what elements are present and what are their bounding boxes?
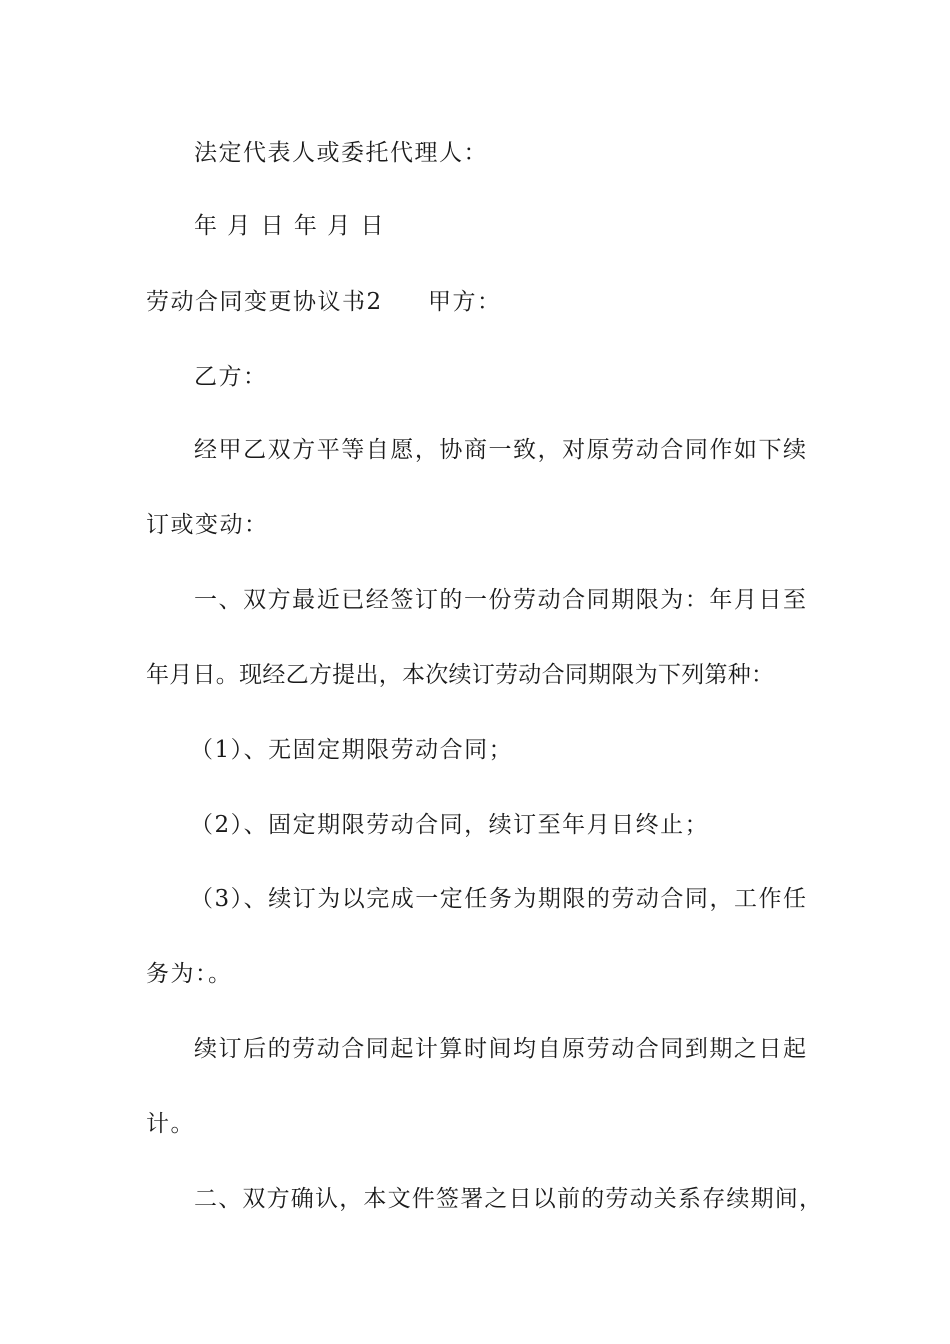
paragraph-line: 年月日。现经乙方提出，本次续订劳动合同期限为下列第种：: [146, 662, 774, 688]
paragraph-line: 二、双方确认，本文件签署之日以前的劳动关系存续期间，: [194, 1186, 822, 1212]
option-1: （1）、无固定期限劳动合同；: [190, 737, 514, 763]
paragraph-line: 务为：。: [146, 961, 233, 987]
paragraph-line: 订或变动：: [146, 512, 269, 538]
date-line: 年 月 日 年 月 日: [194, 213, 386, 239]
paragraph-line: 一、双方最近已经签订的一份劳动合同期限为：年月日至: [194, 587, 806, 613]
option-3: （3）、续订为以完成一定任务为期限的劳动合同，工作任: [190, 886, 806, 912]
party-b-label: 乙方：: [194, 364, 268, 390]
paragraph-line: 续订后的劳动合同起计算时间均自原劳动合同到期之日起: [194, 1036, 806, 1062]
option-2: （2）、固定期限劳动合同，续订至年月日终止；: [190, 812, 710, 838]
party-a-label: 甲方：: [428, 289, 502, 315]
agreement-title: 劳动合同变更协议书2: [146, 289, 383, 315]
signatory-line: 法定代表人或委托代理人：: [194, 140, 488, 166]
paragraph-line: 经甲乙双方平等自愿，协商一致，对原劳动合同作如下续: [194, 437, 806, 463]
paragraph-line: 计。: [146, 1111, 195, 1137]
